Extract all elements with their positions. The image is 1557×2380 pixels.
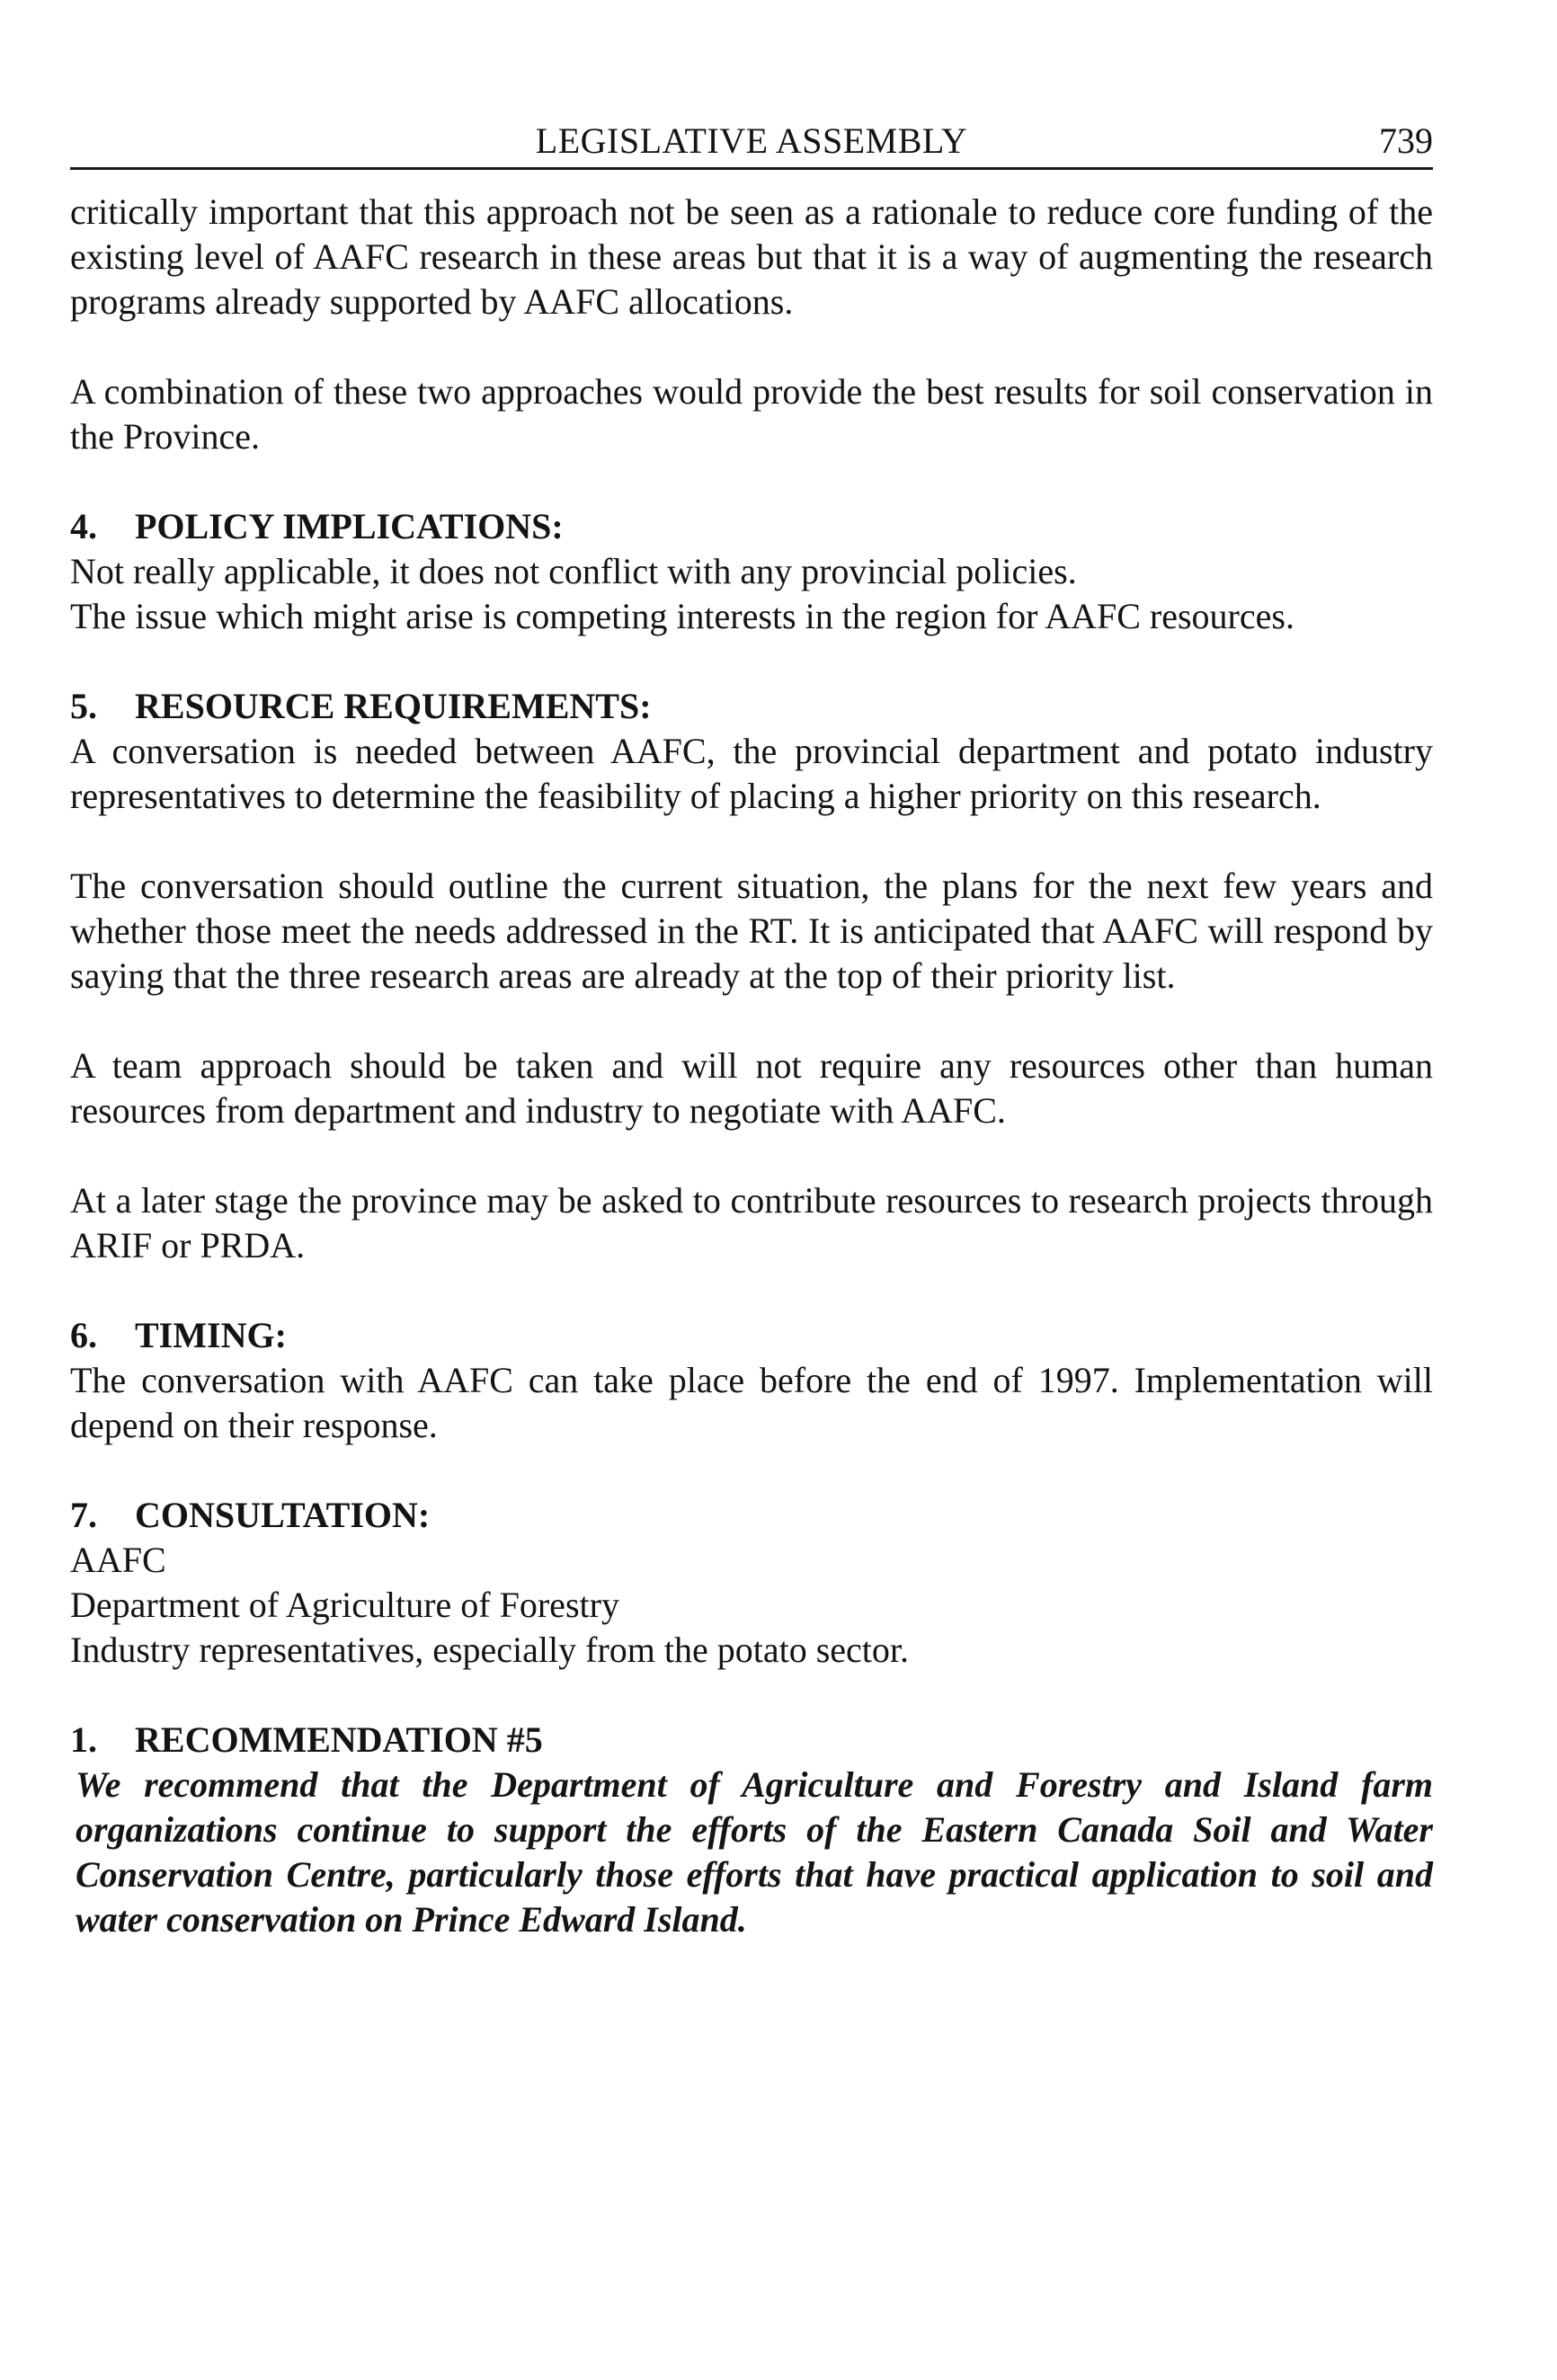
recommendation-heading (70, 1718, 1433, 1763)
recommendation-text: We recommend that the Department of Agriculture and Forestry and Island farm organizations continue to support the efforts of the Eastern Canada Soil and Water Conservation Centre, particularly those efforts that have practical application to soil and water conservation on Prince Edward Island. (76, 1764, 1433, 1940)
section-number: 5. (70, 686, 97, 726)
resources-paragraph-4: At a later stage the province may be asked to contribute resources to research projects through ARIF or PRDA. (70, 1180, 1433, 1265)
section-title: CONSULTATION: (135, 1495, 431, 1535)
intro-paragraph-2: A combination of these two approaches would provide the best results for soil conservation in the Province. (70, 371, 1433, 457)
section-number: 6. (70, 1315, 97, 1355)
running-header (70, 115, 1433, 170)
timing-paragraph: The conversation with AAFC can take place before the end of 1997. Implementation will depend on their response. (70, 1360, 1433, 1445)
header-title: LEGISLATIVE ASSEMBLY (535, 120, 968, 161)
document-page (70, 115, 1433, 1942)
section-number: 4. (70, 506, 97, 546)
page-number: 739 (1379, 120, 1433, 161)
section-heading-resources (70, 684, 1433, 729)
resources-paragraph-2: The conversation should outline the current situation, the plans for the next few years and whether those meet the needs addressed in the RT. It is anticipated that AAFC will respond by saying that the three research areas are already at the top of their priority list. (70, 866, 1433, 996)
section-heading-policy (70, 504, 1433, 549)
resources-paragraph-3: A team approach should be taken and will not require any resources other than human resources from department and industry to negotiate with AAFC. (70, 1045, 1433, 1131)
section-heading-consultation (70, 1493, 1433, 1538)
section-title: TIMING: (135, 1315, 287, 1355)
section-number: 7. (70, 1495, 97, 1535)
intro-paragraph-1: critically important that this approach not be seen as a rationale to reduce core funding of the existing level of AAFC research in these areas but that it is a way of augmenting the research programs already supported by AAFC allocations. (70, 191, 1433, 322)
resources-paragraph-1: A conversation is needed between AAFC, the provincial department and potato industry representatives to determine the feasibility of placing a higher priority on this research. (70, 731, 1433, 816)
page-body (70, 190, 1433, 1942)
section-heading-timing (70, 1313, 1433, 1358)
consultation-line-3: Industry representatives, especially from the potato sector. (70, 1630, 910, 1670)
section-title: RESOURCE REQUIREMENTS: (135, 686, 652, 726)
policy-line-1: Not really applicable, it does not conflict with any provincial policies. (70, 551, 1077, 591)
recommendation-title: RECOMMENDATION #5 (135, 1719, 543, 1760)
section-title: POLICY IMPLICATIONS: (135, 506, 564, 546)
recommendation-number: 1. (70, 1719, 97, 1760)
consultation-line-1: AAFC (70, 1540, 166, 1580)
consultation-line-2: Department of Agriculture of Forestry (70, 1585, 619, 1625)
policy-line-2: The issue which might arise is competing interests in the region for AAFC resources. (70, 596, 1295, 636)
